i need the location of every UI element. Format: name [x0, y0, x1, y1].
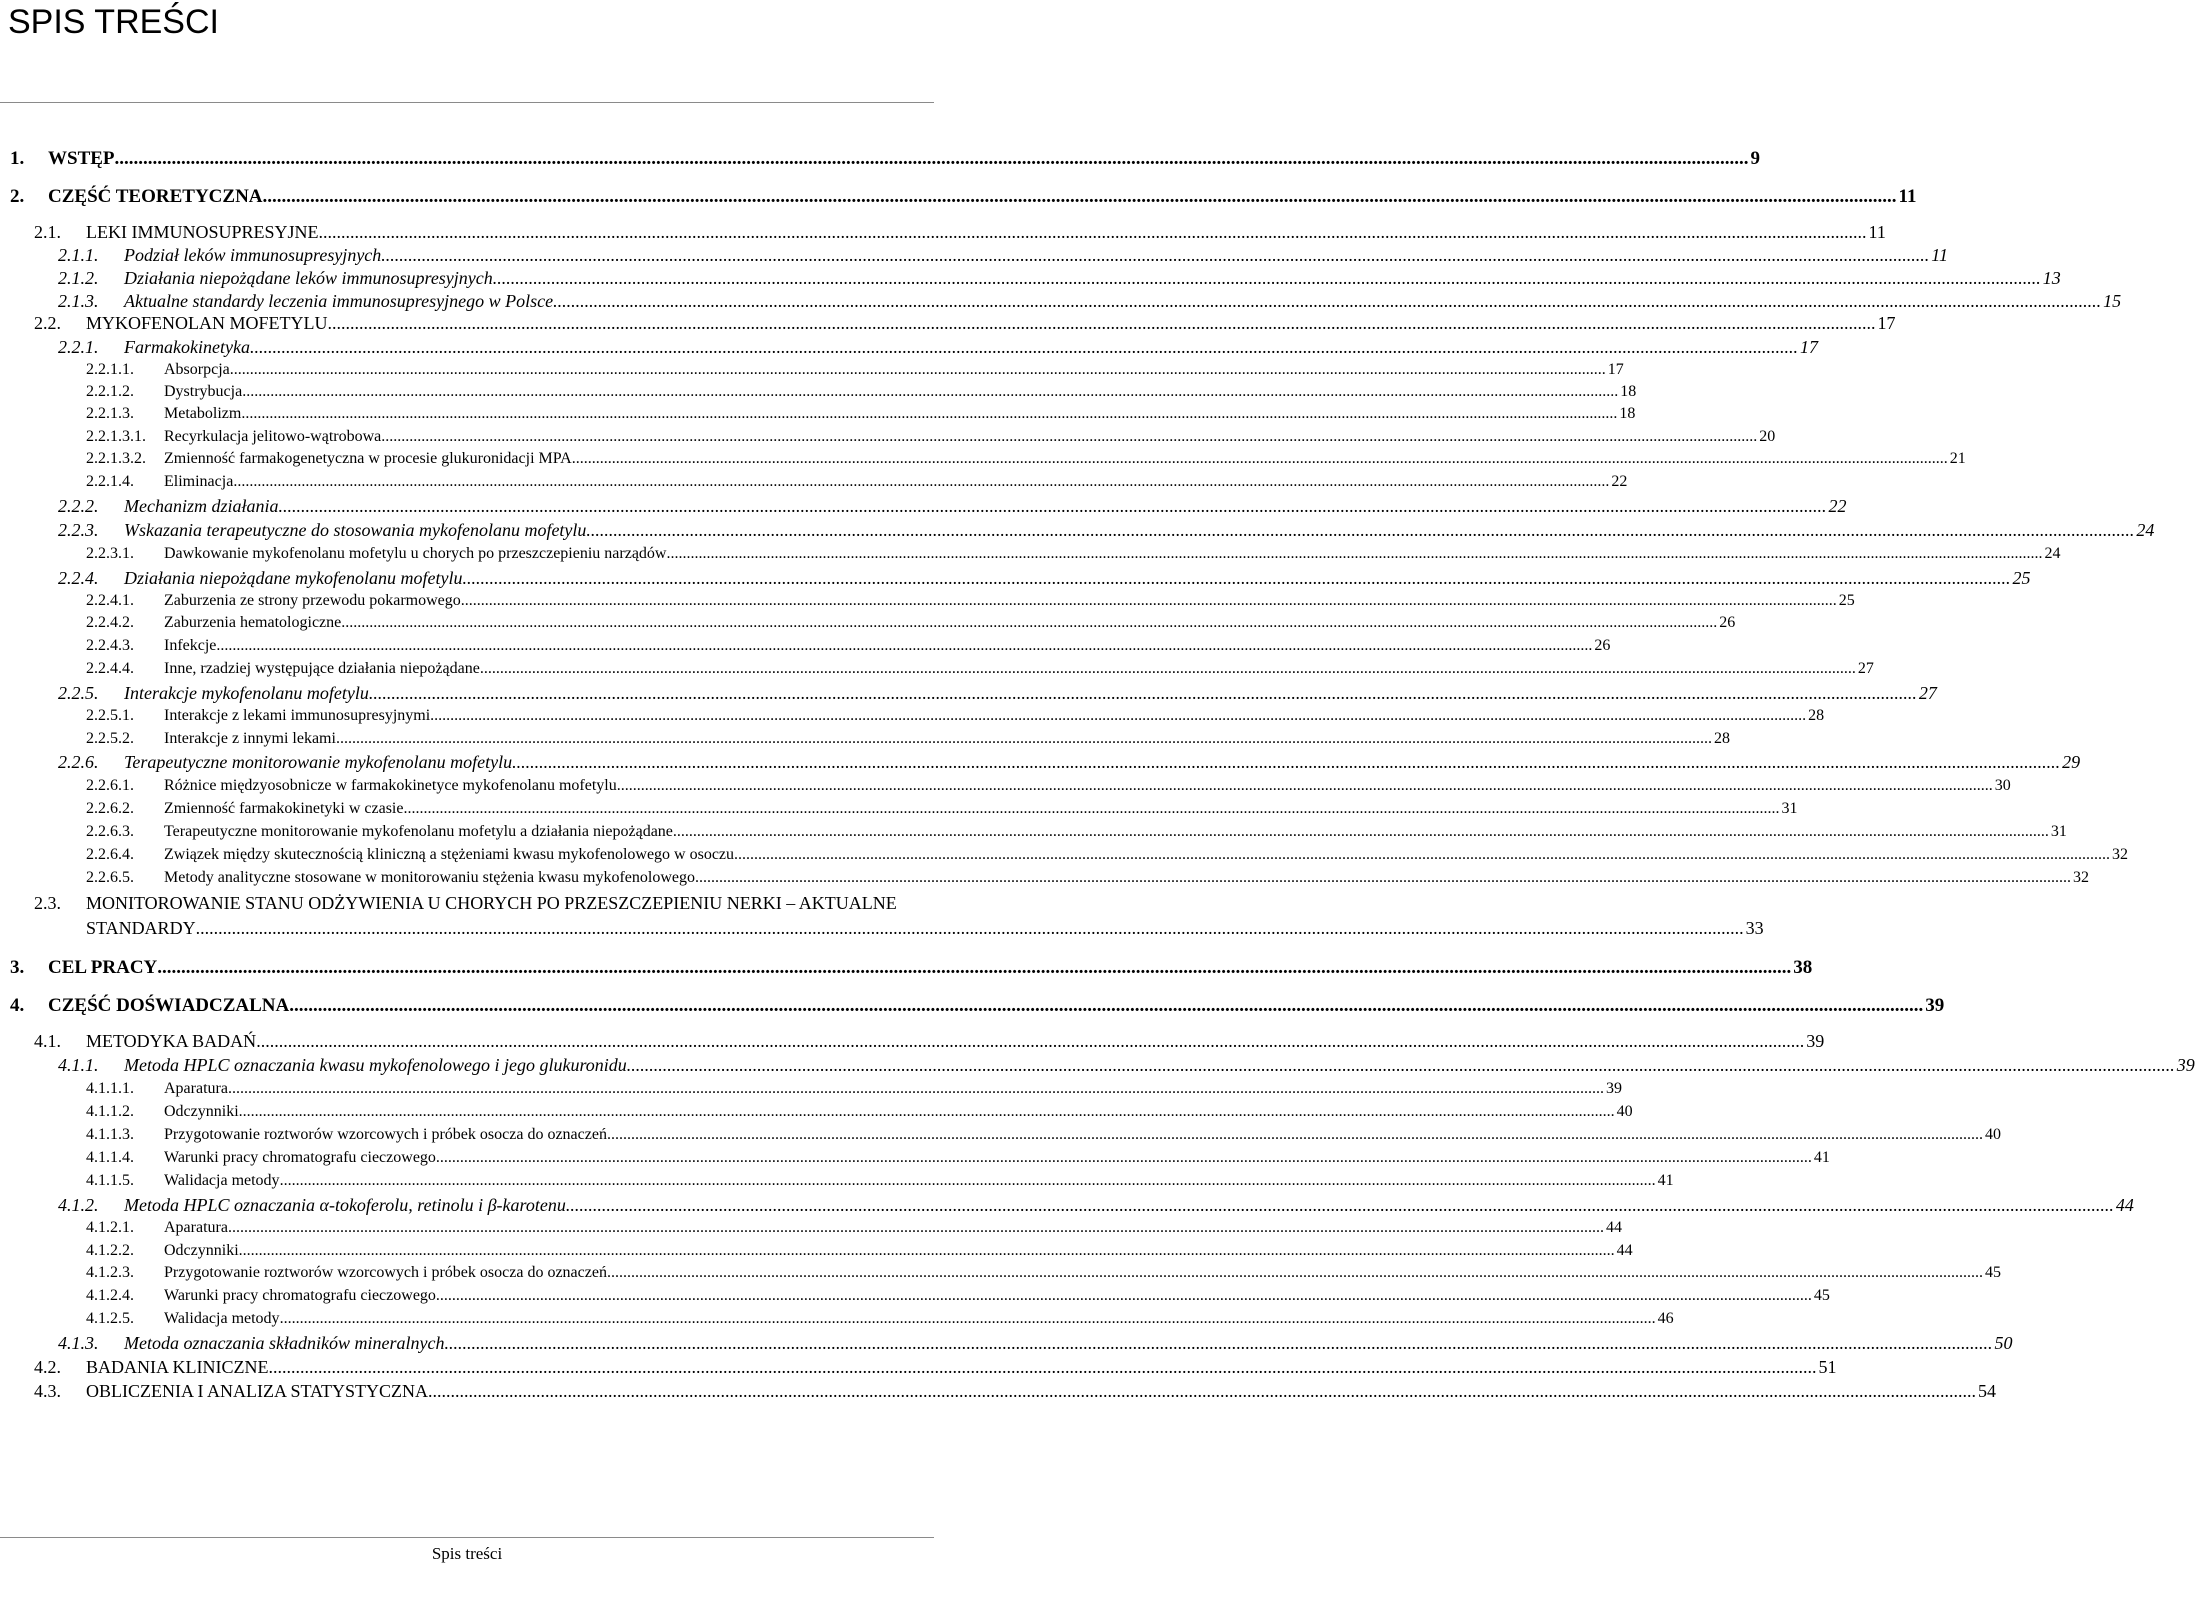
toc-entry-page: 11 [1931, 245, 1948, 265]
toc-leader-dots [280, 1310, 1656, 1328]
toc-entry-title: Farmakokinetyka [124, 337, 250, 357]
toc-leader-dots [241, 405, 1617, 423]
toc-entry [86, 918, 1764, 939]
toc-entry [10, 148, 1761, 170]
toc-entry-number: 4. [10, 995, 25, 1016]
toc-leader-dots [268, 1357, 1816, 1378]
toc-entry-title: OBLICZENIA I ANALIZA STATYSTYCZNA [86, 1381, 429, 1401]
toc-entry [86, 1172, 1674, 1190]
toc-entry-page: 41 [1657, 1172, 1674, 1189]
toc-leader-dots [572, 450, 1948, 468]
toc-entry [58, 1333, 2013, 1354]
toc-entry [86, 846, 2129, 864]
toc-entry-page: 13 [2042, 268, 2061, 288]
toc-entry-title: MONITOROWANIE STANU ODŻYWIENIA U CHORYCH PO PRZESZCZEPIENIU NERKI – AKTUALNE [86, 893, 897, 913]
toc-entry [86, 800, 1798, 818]
toc-entry-title: Dawkowanie mykofenolanu mofetylu u chorych po przeszczepieniu narządów [164, 545, 667, 562]
toc-entry-title: Recyrkulacja jelitowo-wątrobowa [164, 428, 382, 445]
toc-entry-number: 4.1.2.2. [86, 1242, 134, 1259]
toc-entry-title: STANDARDY [86, 918, 196, 938]
toc-entry-number: 2.2. [34, 313, 61, 333]
toc-entry [58, 337, 1818, 358]
toc-entry-number: 4.1.1.3. [86, 1126, 134, 1143]
toc-leader-dots [627, 1055, 2175, 1076]
toc-entry-number: 2.2.6.2. [86, 800, 134, 817]
toc-entry [34, 1357, 1837, 1378]
toc-entry-page: 41 [1813, 1149, 1830, 1166]
toc-entry-title: Zaburzenia hematologiczne [164, 614, 342, 631]
toc-entry-page: 26 [1719, 614, 1736, 631]
toc-entry-number: 4.2. [34, 1357, 61, 1377]
toc-entry-number: 2.2.4.2. [86, 614, 134, 631]
toc-entry-title: Walidacja metody [164, 1172, 280, 1189]
toc-leader-dots [341, 614, 1717, 632]
toc-entry-title: WSTĘP [48, 148, 115, 169]
toc-entry [86, 1242, 1633, 1260]
toc-entry-title: Aparatura [164, 1080, 228, 1097]
toc-leader-dots [586, 520, 2134, 541]
toc-entry [86, 777, 2011, 795]
toc-entry [86, 361, 1624, 379]
toc-entry-page: 45 [1984, 1264, 2001, 1281]
toc-leader-dots [480, 660, 1856, 678]
toc-entry-page: 11 [1868, 222, 1886, 242]
toc-entry-page: 22 [1828, 496, 1847, 516]
toc-entry-title: CEL PRACY [48, 957, 158, 978]
toc-entry-title: Różnice międzyosobnicze w farmakokinetyce mykofenolanu mofetylu [164, 777, 617, 794]
toc-leader-dots [493, 268, 2041, 289]
toc-entry-number: 2.2.1.2. [86, 383, 134, 400]
toc-leader-dots [250, 337, 1798, 358]
toc-leader-dots [617, 777, 1993, 795]
toc-entry-number: 2.1.1. [58, 245, 99, 265]
toc-entry-page: 22 [1611, 473, 1628, 490]
toc-entry [86, 405, 1636, 423]
toc-entry-title: Przygotowanie roztworów wzorcowych i próbek osocza do oznaczeń [164, 1264, 607, 1281]
toc-entry [58, 1195, 2134, 1216]
toc-entry-number: 4.1.1.2. [86, 1103, 134, 1120]
toc-entry-number: 4.1.2.5. [86, 1310, 134, 1327]
toc-entry [58, 245, 1948, 266]
toc-leader-dots [369, 683, 1917, 704]
toc-entry [58, 683, 1937, 704]
toc-entry-page: 30 [1994, 777, 2011, 794]
toc-entry-number: 4.3. [34, 1381, 61, 1401]
toc-entry-number: 2.2.4. [58, 568, 99, 588]
toc-entry [86, 473, 1628, 491]
toc-entry-page: 26 [1594, 637, 1611, 654]
toc-entry-title: BADANIA KLINICZNE [86, 1357, 269, 1377]
toc-entry-title: Metody analityczne stosowane w monitorowaniu stężenia kwasu mykofenolowego [164, 869, 695, 886]
toc-entry [58, 291, 2122, 312]
toc-entry-title: Metoda HPLC oznaczania α-tokoferolu, retinolu i β-karotenu [124, 1195, 566, 1215]
toc-entry-page: 45 [1813, 1287, 1830, 1304]
toc-entry-number: 2.2.1.1. [86, 361, 134, 378]
toc-entry-number: 2.2.1.3.2. [86, 450, 146, 467]
toc-leader-dots [461, 592, 1837, 610]
toc-entry-page: 18 [1620, 383, 1637, 400]
toc-entry [86, 383, 1637, 401]
toc-entry-page: 28 [1808, 707, 1825, 724]
toc-entry [34, 313, 1896, 334]
toc-entry-number: 2.2.4.4. [86, 660, 134, 677]
toc-leader-dots [428, 1381, 1976, 1402]
page-footer: Spis treści [431, 1544, 503, 1563]
toc-entry-page: 39 [1605, 1080, 1622, 1097]
toc-entry-page: 31 [2050, 823, 2067, 840]
toc-entry-number: 2.1.2. [58, 268, 99, 288]
toc-entry-title: Interakcje z innymi lekami [164, 730, 336, 747]
toc-entry-number: 2.2.6.3. [86, 823, 134, 840]
toc-entry [58, 752, 2081, 773]
toc-entry [34, 893, 934, 914]
toc-entry-title: Mechanizm działania [124, 496, 279, 516]
toc-entry-number: 1. [10, 148, 25, 169]
toc-leader-dots [279, 496, 1827, 517]
toc-leader-dots [666, 545, 2042, 563]
toc-entry-title: Metabolizm [164, 405, 242, 422]
toc-entry-page: 40 [1984, 1126, 2001, 1143]
toc-entry-page: 17 [1799, 337, 1818, 357]
toc-entry-page: 39 [1925, 995, 1945, 1016]
toc-entry-number: 4.1.1.4. [86, 1149, 134, 1166]
toc-leader-dots [695, 869, 2071, 887]
toc-entry-title: Zaburzenia ze strony przewodu pokarmowego [164, 592, 461, 609]
toc-entry-number: 3. [10, 957, 25, 978]
toc-entry-number: 4.1.3. [58, 1333, 99, 1353]
toc-entry-number: 2.2.5.1. [86, 707, 134, 724]
toc-leader-dots [228, 1080, 1604, 1098]
toc-entry-page: 17 [1877, 313, 1896, 333]
toc-entry-title: Metoda HPLC oznaczania kwasu mykofenolowego i jego glukuronidu [124, 1055, 627, 1075]
toc-leader-dots [403, 800, 1779, 818]
toc-entry-title: Absorpcja [164, 361, 230, 378]
toc-entry [10, 186, 1917, 208]
toc-entry [58, 268, 2061, 289]
toc-entry [86, 1149, 1830, 1167]
toc-entry-title: LEKI IMMUNOSUPRESYJNE [86, 222, 319, 242]
toc-entry-title: Odczynniki [164, 1242, 239, 1259]
toc-leader-dots [462, 568, 2010, 589]
toc-entry-number: 2.2.3.1. [86, 545, 134, 562]
toc-entry-page: 24 [2136, 520, 2155, 540]
toc-entry-page: 29 [2062, 752, 2081, 772]
toc-leader-dots [115, 148, 1749, 170]
toc-entry-page: 31 [1781, 800, 1798, 817]
title-divider [0, 102, 934, 103]
toc-entry-page: 44 [2115, 1195, 2134, 1215]
toc-leader-dots [233, 473, 1609, 491]
toc-entry-page: 50 [1994, 1333, 2013, 1353]
toc-entry-title: CZĘŚĆ TEORETYCZNA [48, 186, 263, 207]
toc-leader-dots [280, 1172, 1656, 1190]
toc-leader-dots [566, 1195, 2114, 1216]
toc-entry [86, 428, 1776, 446]
toc-leader-dots [242, 383, 1618, 401]
toc-entry-title: Działania niepożądane mykofenolanu mofetylu [124, 568, 463, 588]
toc-entry-number: 2.2.6. [58, 752, 99, 772]
toc-entry-number: 2.2.1.3.1. [86, 428, 146, 445]
toc-entry-number: 2.2.5. [58, 683, 99, 703]
toc-entry-number: 4.1. [34, 1031, 61, 1051]
toc-entry-number: 2.2.4.3. [86, 637, 134, 654]
page-title: SPIS TREŚCI [8, 3, 219, 41]
toc-entry-number: 4.1.1. [58, 1055, 99, 1075]
toc-entry [86, 450, 1966, 468]
toc-entry-page: 54 [1978, 1381, 1997, 1401]
toc-entry-title: Działania niepożądane leków immunosupresyjnych [124, 268, 493, 288]
toc-entry-title: Interakcje z lekami immunosupresyjnymi [164, 707, 431, 724]
toc-leader-dots [444, 1333, 1992, 1354]
toc-entry [86, 707, 1825, 725]
toc-entry-number: 2.2.4.1. [86, 592, 134, 609]
toc-entry-title: Aparatura [164, 1219, 228, 1236]
toc-entry-number: 4.1.2. [58, 1195, 99, 1215]
toc-entry [86, 730, 1730, 748]
toc-entry-page: 44 [1616, 1242, 1633, 1259]
toc-entry-title: CZĘŚĆ DOŚWIADCZALNA [48, 995, 290, 1016]
toc-leader-dots [328, 313, 1876, 334]
toc-leader-dots [230, 361, 1606, 379]
toc-entry-title: Warunki pracy chromatografu cieczowego [164, 1287, 436, 1304]
toc-entry [86, 1219, 1622, 1237]
toc-leader-dots [553, 291, 2101, 312]
toc-entry-number: 2.1.3. [58, 291, 99, 311]
toc-entry-number: 2.2.2. [58, 496, 99, 516]
toc-entry-number: 2.1. [34, 222, 61, 242]
toc-entry-title: METODYKA BADAŃ [86, 1031, 257, 1051]
toc-entry-page: 32 [2112, 846, 2129, 863]
toc-entry-title: Interakcje mykofenolanu mofetylu [124, 683, 369, 703]
toc-entry-title: MYKOFENOLAN MOFETYLU [86, 313, 328, 333]
toc-entry-page: 20 [1759, 428, 1776, 445]
toc-entry [86, 869, 2089, 887]
toc-entry-page: 40 [1616, 1103, 1633, 1120]
toc-entry-number: 2.2.1. [58, 337, 99, 357]
toc-leader-dots [256, 1031, 1804, 1052]
toc-entry-title: Zmienność farmakogenetyczna w procesie glukuronidacji MPA [164, 450, 572, 467]
toc-entry [86, 1264, 2001, 1282]
toc-entry [86, 1310, 1674, 1328]
toc-leader-dots [157, 957, 1791, 979]
toc-entry-number: 2.2.1.4. [86, 473, 134, 490]
toc-entry [86, 592, 1855, 610]
footer-divider [0, 1537, 934, 1538]
toc-entry-page: 33 [1745, 918, 1764, 938]
toc-entry-page: 24 [2044, 545, 2061, 562]
toc-entry [86, 1103, 1633, 1121]
toc-entry-number: 4.1.1.1. [86, 1080, 134, 1097]
toc-entry-page: 51 [1818, 1357, 1837, 1377]
toc-entry [58, 568, 2031, 589]
toc-entry-page: 44 [1605, 1219, 1622, 1236]
toc-entry [86, 614, 1736, 632]
toc-entry-page: 18 [1619, 405, 1636, 422]
toc-entry [86, 1080, 1622, 1098]
toc-entry-title: Inne, rzadziej występujące działania niepożądane [164, 660, 480, 677]
toc-leader-dots [381, 428, 1757, 446]
toc-entry-page: 38 [1793, 957, 1813, 978]
toc-entry [58, 520, 2155, 541]
toc-entry-page: 25 [1838, 592, 1855, 609]
toc-leader-dots [216, 637, 1592, 655]
toc-entry-number: 4.1.2.3. [86, 1264, 134, 1281]
toc-entry [58, 1055, 2195, 1076]
toc-entry-title: Wskazania terapeutyczne do stosowania mykofenolanu mofetylu [124, 520, 587, 540]
toc-entry [58, 496, 1847, 517]
toc-entry-title: Terapeutyczne monitorowanie mykofenolanu mofetylu a działania niepożądane [164, 823, 673, 840]
toc-leader-dots [319, 222, 1867, 243]
toc-entry-title: Metoda oznaczania składników mineralnych [124, 1333, 445, 1353]
toc-entry-title: Infekcje [164, 637, 217, 654]
toc-entry [86, 545, 2061, 563]
toc-entry-page: 39 [2176, 1055, 2195, 1075]
toc-leader-dots [289, 995, 1923, 1017]
toc-entry-page: 15 [2103, 291, 2122, 311]
toc-entry-number: 2. [10, 186, 25, 207]
toc-leader-dots [607, 1264, 1983, 1282]
toc-entry-title: Odczynniki [164, 1103, 239, 1120]
toc-entry [86, 1126, 2001, 1144]
toc-leader-dots [436, 1149, 1812, 1167]
toc-entry-number: 2.2.6.4. [86, 846, 134, 863]
toc-entry-title: Podział leków immunosupresyjnych [124, 245, 382, 265]
toc-entry-page: 25 [2012, 568, 2031, 588]
toc-leader-dots [381, 245, 1929, 266]
toc-leader-dots [336, 730, 1712, 748]
toc-entry-title: Zmienność farmakokinetyki w czasie [164, 800, 404, 817]
toc-leader-dots [228, 1219, 1604, 1237]
toc-leader-dots [239, 1242, 1615, 1260]
toc-entry-page: 39 [1806, 1031, 1825, 1051]
toc-leader-dots [436, 1287, 1812, 1305]
toc-entry-number: 2.2.5.2. [86, 730, 134, 747]
toc-entry-number: 2.2.6.1. [86, 777, 134, 794]
toc-entry-number: 4.1.2.1. [86, 1219, 134, 1236]
toc-entry-title: Związek między skutecznością kliniczną a stężeniami kwasu mykofenolowego w osoczu [164, 846, 735, 863]
toc-entry-title: Aktualne standardy leczenia immunosupresyjnego w Polsce [124, 291, 554, 311]
toc-leader-dots [734, 846, 2110, 864]
toc-entry-number: 2.3. [34, 893, 61, 913]
toc-entry-page: 21 [1949, 450, 1966, 467]
toc-leader-dots [196, 918, 1744, 939]
toc-leader-dots [673, 823, 2049, 841]
toc-entry-page: 17 [1607, 361, 1624, 378]
toc-entry-page: 27 [1857, 660, 1874, 677]
toc-entry-number: 2.2.1.3. [86, 405, 134, 422]
toc-entry [10, 957, 1813, 979]
toc-entry [34, 1031, 1825, 1052]
toc-entry-number: 4.1.2.4. [86, 1287, 134, 1304]
toc-leader-dots [263, 186, 1897, 208]
toc-entry-title: Dystrybucja [164, 383, 243, 400]
toc-leader-dots [430, 707, 1806, 725]
toc-entry-title: Warunki pracy chromatografu cieczowego [164, 1149, 436, 1166]
toc-entry [86, 1287, 1830, 1305]
toc-entry [34, 1381, 1997, 1402]
toc-entry [86, 660, 1874, 678]
toc-entry-page: 46 [1657, 1310, 1674, 1327]
toc-entry-page: 28 [1713, 730, 1730, 747]
toc-entry [86, 823, 2067, 841]
toc-entry-title: Eliminacja [164, 473, 234, 490]
toc-entry-page: 11 [1898, 186, 1917, 207]
toc-entry [34, 222, 1886, 243]
toc-entry-title: Walidacja metody [164, 1310, 280, 1327]
toc-entry-number: 4.1.1.5. [86, 1172, 134, 1189]
toc-entry-page: 27 [1918, 683, 1937, 703]
toc-leader-dots [607, 1126, 1983, 1144]
toc-entry-number: 2.2.6.5. [86, 869, 134, 886]
toc-leader-dots [512, 752, 2060, 773]
toc-entry [10, 995, 1945, 1017]
toc-entry [86, 637, 1611, 655]
toc-entry-title: Terapeutyczne monitorowanie mykofenolanu mofetylu [124, 752, 513, 772]
toc-entry-title: Przygotowanie roztworów wzorcowych i próbek osocza do oznaczeń [164, 1126, 607, 1143]
toc-entry-page: 32 [2072, 869, 2089, 886]
toc-entry-number: 2.2.3. [58, 520, 99, 540]
toc-leader-dots [239, 1103, 1615, 1121]
toc-entry-page: 9 [1750, 148, 1761, 169]
